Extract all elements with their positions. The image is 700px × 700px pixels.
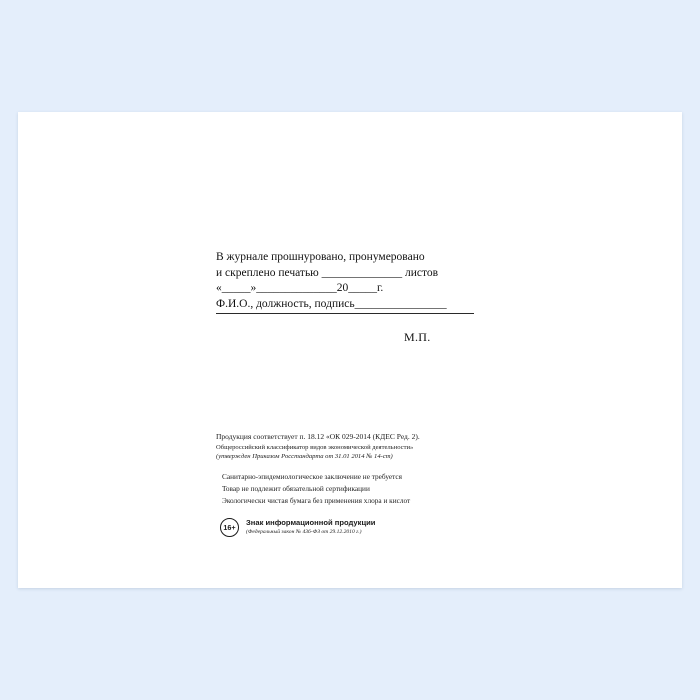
certification-line-2: и скреплено печатью ______________ листов bbox=[216, 266, 439, 279]
legal-block bbox=[216, 432, 526, 537]
age-rating-text bbox=[246, 518, 375, 536]
certification-block bbox=[216, 250, 496, 314]
okved-line-1: Продукция соответствует п. 18.12 «ОК 029-2014 (КДЕС Ред. 2). bbox=[216, 432, 420, 441]
certification-line-1: В журнале прошнуровано, пронумеровано bbox=[216, 251, 425, 263]
certification-line-4: Ф.И.О., должность, подпись________________ bbox=[216, 297, 447, 310]
legal-spacer-1 bbox=[216, 462, 526, 471]
age-rating-subtitle: (Федеральный закон № 436-ФЗ от 29.12.2010 г.) bbox=[246, 529, 362, 535]
age-rating-icon: 16+ bbox=[220, 518, 239, 537]
page-content bbox=[18, 112, 682, 588]
seal-mark: М.П. bbox=[404, 330, 431, 344]
legal-statement-2: Товар не подлежит обязательной сертификации bbox=[222, 483, 370, 493]
age-rating-title: Знак информационной продукции bbox=[246, 518, 376, 527]
okved-line-3: (утвержден Приказом Росстандарта от 31.01 2014 № 14-ст) bbox=[216, 453, 393, 460]
legal-statement-1: Санитарно-эпидемиологическое заключение не требуется bbox=[222, 471, 403, 481]
document-page bbox=[18, 112, 682, 588]
okved-line-2: Общероссийский классификатор видов экономической деятельности» bbox=[216, 443, 414, 451]
signature-rule bbox=[216, 313, 474, 314]
certification-line-3: «_____»______________20_____г. bbox=[216, 282, 384, 294]
legal-statement-3: Экологически чистая бумага без применения хлора и кислот bbox=[222, 495, 411, 505]
age-rating-row bbox=[216, 518, 526, 537]
